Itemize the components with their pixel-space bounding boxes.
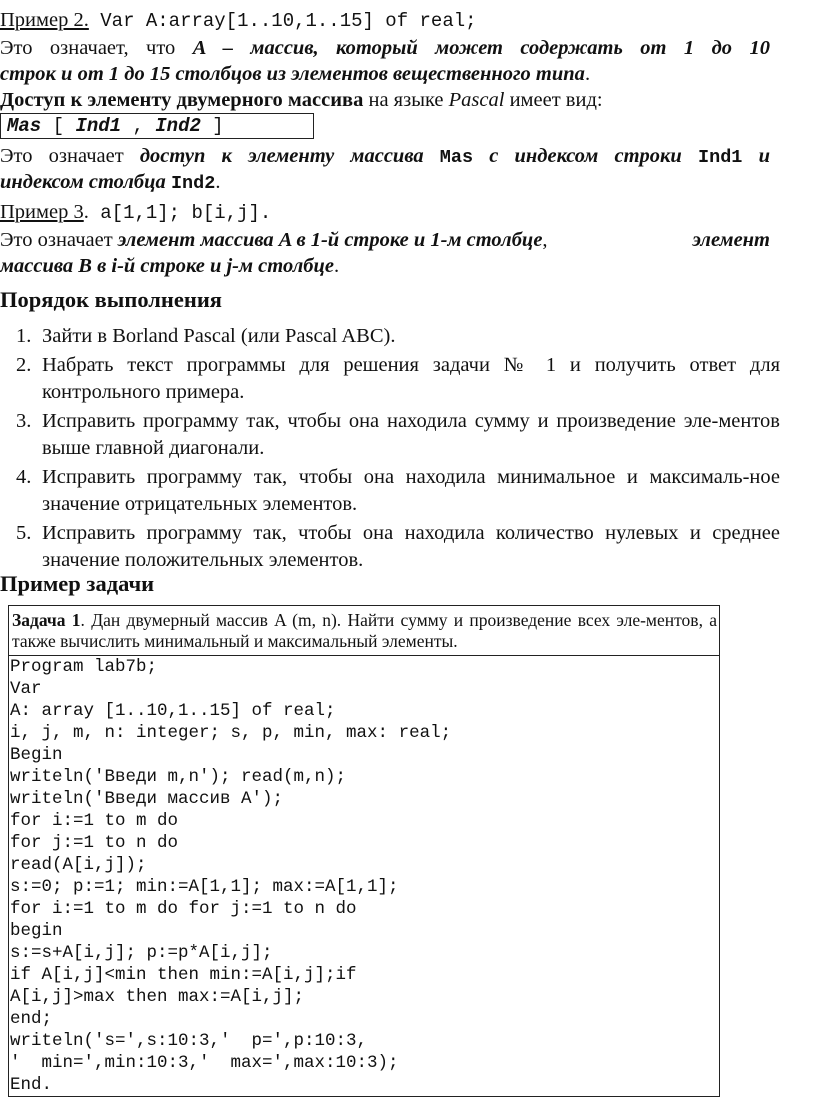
- access-meaning-bold2: с индексом строки: [473, 145, 698, 167]
- code-line: s:=0; p:=1; min:=A[1,1]; max:=A[1,1];: [10, 877, 399, 897]
- procedure-item: [0, 464, 780, 518]
- example2-line: [0, 7, 477, 34]
- access-syntax-box: [0, 113, 314, 139]
- task-statement: [9, 606, 719, 656]
- example2-label: Пример 2.: [0, 9, 89, 31]
- code-line: Begin: [10, 745, 63, 765]
- access-meaning-bold1: доступ к элементу массива: [139, 145, 440, 167]
- access-heading-italic: Pascal: [448, 89, 505, 111]
- code-line: writeln('s=',s:10:3,' p=',p:10:3,: [10, 1031, 368, 1051]
- access-meaning-mono3: Ind2: [170, 173, 216, 194]
- procedure-item-text: Зайти в Borland Pascal (или Pascal ABC).: [42, 325, 396, 347]
- access-meaning-end: .: [215, 171, 221, 193]
- procedure-item: [0, 408, 780, 462]
- code-line: read(A[i,j]);: [10, 855, 147, 875]
- syntax-mas: Mas: [7, 115, 42, 137]
- access-meaning-bold4: индексом столбца: [0, 171, 171, 193]
- procedure-list: [0, 323, 780, 576]
- code-line: writeln('Введи m,n'); read(m,n);: [10, 767, 347, 787]
- code-line: if A[i,j]<min then min:=A[i,j];if: [10, 965, 357, 985]
- syntax-open: [: [41, 115, 76, 137]
- procedure-item: [0, 352, 780, 406]
- procedure-item-text: Набрать текст программы для решения задачи № 1 и получить ответ для контрольного примера.: [42, 354, 780, 403]
- example-task-title: Пример задачи: [0, 571, 155, 596]
- example2-meaning-end: .: [584, 63, 591, 85]
- example3-meaning-end: .: [333, 255, 340, 277]
- access-meaning-line1: [0, 143, 770, 171]
- example3-meaning-line2: [0, 253, 339, 279]
- procedure-item-text: Исправить программу так, чтобы она находила количество нулевых и среднее значение положительных элементов.: [42, 522, 780, 571]
- code-line: for j:=1 to n do: [10, 833, 179, 853]
- code-line: End.: [10, 1075, 53, 1095]
- access-meaning-prefix: Это означает: [0, 145, 140, 167]
- task-label: Задача 1: [12, 610, 81, 630]
- access-heading-bold: Доступ к элементу двумерного массива: [0, 89, 364, 111]
- example3-code: a[1,1]; b[i,j].: [88, 202, 272, 224]
- access-meaning-mono1: Mas: [439, 147, 474, 168]
- example3-line: [0, 199, 271, 226]
- procedure-item: [0, 323, 780, 350]
- procedure-item-number: 3.: [16, 410, 32, 432]
- code-line: Var: [10, 679, 42, 699]
- syntax-comma: ,: [121, 115, 156, 137]
- example3-meaning-line1: [0, 227, 770, 253]
- procedure-item-text: Исправить программу так, чтобы она находила сумму и произведение эле-ментов выше главной диагонали.: [42, 410, 780, 459]
- access-heading-rest: на языке: [363, 89, 449, 111]
- example3-meaning-comma: ,: [542, 229, 548, 251]
- procedure-item: [0, 520, 780, 574]
- example2-meaning-line1: [0, 35, 770, 61]
- example3-dot: .: [83, 201, 89, 223]
- procedure-item-text: Исправить программу так, чтобы она находила минимальное и максималь-ное значение отрицательных элементов.: [42, 466, 780, 515]
- procedure-title: Порядок выполнения: [0, 287, 222, 312]
- syntax-ind2: Ind2: [155, 115, 201, 137]
- access-heading-end: имеет вид:: [504, 89, 603, 111]
- code-line: s:=s+A[i,j]; p:=p*A[i,j];: [10, 943, 273, 963]
- access-meaning-mono2: Ind1: [697, 147, 743, 168]
- syntax-ind1: Ind1: [75, 115, 122, 137]
- code-line: Program lab7b;: [10, 657, 158, 677]
- example2-meaning-prefix: Это означает, что: [0, 37, 193, 59]
- example3-meaning-bold1: элемент массива A в 1-й строке и 1-м столбце: [117, 229, 543, 251]
- task-box: [8, 605, 720, 1097]
- example2-meaning-bold2: строк и от 1 до 15 столбцов из элементов вещественного типа: [0, 63, 585, 85]
- procedure-item-number: 2.: [16, 354, 32, 376]
- example3-meaning-bold2: элемент: [692, 229, 770, 251]
- example3-meaning-bold3: массива B в i-й строке и j-м столбце: [0, 255, 334, 277]
- syntax-close: ]: [200, 115, 224, 137]
- code-line: begin: [10, 921, 63, 941]
- example2-meaning-bold1: A – массив, который может содержать от 1 до 10: [192, 37, 770, 59]
- procedure-item-number: 4.: [16, 466, 32, 488]
- code-listing: [9, 656, 719, 1096]
- procedure-item-number: 5.: [16, 522, 32, 544]
- example3-meaning-prefix: Это означает: [0, 229, 118, 251]
- code-line: A[i,j]>max then max:=A[i,j];: [10, 987, 305, 1007]
- task-text: . Дан двумерный массив A (m, n). Найти сумму и произведение всех эле-ментов, а также вычислить минимальный и максимальный элементы.: [12, 610, 717, 651]
- access-heading: [0, 87, 603, 113]
- code-line: end;: [10, 1009, 53, 1029]
- access-meaning-line2: [0, 169, 220, 197]
- procedure-item-number: 1.: [16, 325, 32, 347]
- code-line: ' min=',min:10:3,' max=',max:10:3);: [10, 1053, 399, 1073]
- code-line: writeln('Введи массив A');: [10, 789, 284, 809]
- example2-code: Var A:array[1..10,1..15] of real;: [88, 10, 477, 32]
- code-line: for i:=1 to m do for j:=1 to n do: [10, 899, 357, 919]
- example3-label: Пример 3: [0, 201, 84, 223]
- access-meaning-bold3: и: [742, 145, 770, 167]
- code-line: A: array [1..10,1..15] of real;: [10, 701, 336, 721]
- code-line: i, j, m, n: integer; s, p, min, max: real;: [10, 723, 452, 743]
- example2-meaning-line2: [0, 61, 590, 87]
- code-line: for i:=1 to m do: [10, 811, 179, 831]
